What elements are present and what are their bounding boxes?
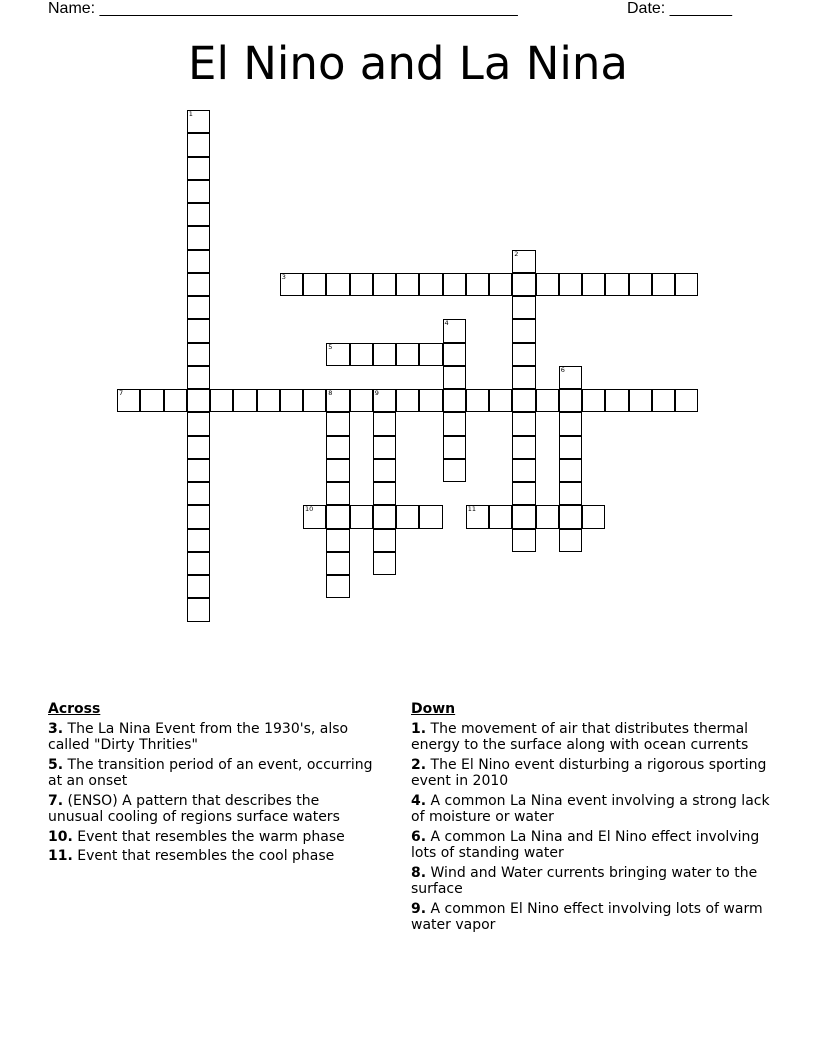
grid-cell[interactable] (303, 389, 326, 412)
grid-cell[interactable] (326, 273, 349, 296)
across-clue (48, 721, 378, 754)
grid-cell[interactable] (466, 505, 489, 528)
grid-cell[interactable] (419, 389, 442, 412)
grid-cell[interactable] (512, 343, 535, 366)
clue-number: 11. (48, 848, 73, 864)
clue-number: 8. (411, 864, 427, 881)
grid-cell[interactable] (466, 389, 489, 412)
clue-number-label: 3 (281, 272, 286, 281)
grid-cell[interactable] (373, 459, 396, 482)
clue-number-label: 11 (467, 505, 477, 514)
clue-number-label: 7 (119, 389, 124, 397)
date-field: Date: _______ (627, 0, 732, 17)
clue-text: Wind and Water currents bringing water to the surface (411, 864, 758, 897)
grid-cell[interactable] (512, 250, 535, 273)
across-clue (48, 848, 378, 865)
grid-cell[interactable] (466, 273, 489, 296)
clue-number: 4. (411, 792, 427, 809)
grid-cell[interactable] (419, 505, 442, 528)
grid-cell[interactable] (559, 412, 582, 435)
clue-number-label: 8 (328, 389, 333, 397)
grid-cell[interactable] (582, 389, 605, 412)
grid-cell[interactable] (489, 505, 512, 528)
grid-cell[interactable] (187, 598, 210, 621)
clue-number: 5. (48, 756, 64, 773)
grid-cell[interactable] (489, 389, 512, 412)
across-clue (48, 757, 378, 790)
grid-cell[interactable] (280, 273, 303, 296)
grid-cell[interactable] (373, 273, 396, 296)
grid-cell[interactable] (373, 412, 396, 435)
grid-cell[interactable] (443, 412, 466, 435)
grid-cell[interactable] (187, 296, 210, 319)
grid-cell[interactable] (373, 389, 396, 412)
clue-number-label: 9 (374, 389, 379, 397)
grid-cell[interactable] (233, 389, 256, 412)
grid-cell[interactable] (512, 505, 535, 528)
grid-cell[interactable] (605, 389, 628, 412)
grid-cell[interactable] (512, 273, 535, 296)
grid-cell[interactable] (536, 389, 559, 412)
grid-cell[interactable] (187, 250, 210, 273)
grid-cell[interactable] (326, 575, 349, 598)
clue-number: 3. (48, 720, 64, 737)
clue-text: Event that resembles the cool phase (77, 848, 335, 864)
grid-cell[interactable] (652, 389, 675, 412)
grid-cell[interactable] (396, 343, 419, 366)
grid-cell[interactable] (257, 389, 280, 412)
grid-cell[interactable] (559, 273, 582, 296)
grid-cell[interactable] (605, 273, 628, 296)
clue-number: 2. (411, 756, 427, 773)
grid-cell[interactable] (512, 366, 535, 389)
grid-cell[interactable] (326, 436, 349, 459)
down-clue (411, 793, 776, 826)
grid-cell[interactable] (629, 389, 652, 412)
grid-cell[interactable] (187, 110, 210, 133)
clue-text: The movement of air that distributes thermal energy to the surface along with ocean currents (411, 720, 749, 753)
grid-cell[interactable] (187, 343, 210, 366)
grid-cell[interactable] (396, 505, 419, 528)
grid-cell[interactable] (326, 552, 349, 575)
across-heading: Across (48, 701, 101, 717)
down-clue (411, 757, 776, 790)
grid-cell[interactable] (582, 273, 605, 296)
clue-number-label: 6 (560, 365, 565, 374)
across-clues (48, 701, 378, 868)
grid-cell[interactable] (140, 389, 163, 412)
grid-cell[interactable] (373, 436, 396, 459)
grid-cell[interactable] (187, 389, 210, 412)
grid-cell[interactable] (582, 505, 605, 528)
grid-cell[interactable] (512, 482, 535, 505)
grid-cell[interactable] (187, 505, 210, 528)
down-clue (411, 721, 776, 754)
grid-cell[interactable] (164, 389, 187, 412)
grid-cell[interactable] (512, 412, 535, 435)
grid-cell[interactable] (489, 273, 512, 296)
grid-cell[interactable] (419, 273, 442, 296)
clue-text: Event that resembles the warm phase (77, 828, 345, 845)
clue-number-label: 1 (188, 110, 193, 118)
grid-cell[interactable] (559, 366, 582, 389)
grid-cell[interactable] (559, 436, 582, 459)
clue-text: The El Nino event disturbing a rigorous sporting event in 2010 (411, 756, 767, 789)
grid-cell[interactable] (187, 273, 210, 296)
grid-cell[interactable] (559, 459, 582, 482)
grid-cell[interactable] (512, 389, 535, 412)
clue-text: The La Nina Event from the 1930's, also called "Dirty Thrities" (48, 720, 349, 753)
grid-cell[interactable] (652, 273, 675, 296)
grid-cell[interactable] (536, 505, 559, 528)
clue-number: 1. (411, 720, 427, 737)
grid-cell[interactable] (350, 273, 373, 296)
clue-number-label: 2 (514, 249, 519, 258)
grid-cell[interactable] (187, 459, 210, 482)
down-clues (411, 701, 776, 937)
grid-cell[interactable] (443, 273, 466, 296)
grid-cell[interactable] (675, 273, 698, 296)
clue-number: 9. (411, 900, 427, 917)
grid-cell[interactable] (512, 436, 535, 459)
grid-cell[interactable] (559, 389, 582, 412)
grid-cell[interactable] (373, 343, 396, 366)
grid-cell[interactable] (187, 319, 210, 342)
grid-cell[interactable] (373, 552, 396, 575)
grid-cell[interactable] (512, 296, 535, 319)
down-clue (411, 901, 776, 934)
puzzle-title: El Nino and La Nina (188, 37, 628, 90)
grid-cell[interactable] (512, 459, 535, 482)
grid-cell[interactable] (187, 436, 210, 459)
grid-cell[interactable] (443, 343, 466, 366)
grid-cell[interactable] (396, 389, 419, 412)
grid-cell[interactable] (210, 389, 233, 412)
grid-cell[interactable] (187, 529, 210, 552)
grid-cell[interactable] (443, 389, 466, 412)
across-clue (48, 793, 378, 826)
grid-cell[interactable] (443, 319, 466, 342)
grid-cell[interactable] (187, 157, 210, 180)
clue-text: A common La Nina and El Nino effect involving lots of standing water (411, 828, 760, 861)
grid-cell[interactable] (303, 273, 326, 296)
grid-cell[interactable] (187, 180, 210, 203)
clue-number-label: 4 (444, 319, 449, 328)
clue-text: A common La Nina event involving a strong lack of moisture or water (411, 792, 770, 825)
grid-cell[interactable] (303, 505, 326, 528)
down-heading: Down (411, 701, 456, 717)
grid-cell[interactable] (559, 529, 582, 552)
clue-text: (ENSO) A pattern that describes the unusual cooling of regions surface waters (48, 792, 340, 825)
grid-cell[interactable] (629, 273, 652, 296)
clue-text: The transition period of an event, occurring at an onset (48, 756, 373, 789)
down-clue (411, 829, 776, 862)
grid-cell[interactable] (350, 343, 373, 366)
clue-number: 7. (48, 792, 64, 809)
grid-cell[interactable] (187, 552, 210, 575)
grid-cell[interactable] (443, 366, 466, 389)
grid-cell[interactable] (326, 459, 349, 482)
grid-cell[interactable] (187, 366, 210, 389)
grid-cell[interactable] (187, 575, 210, 598)
grid-cell[interactable] (326, 389, 349, 412)
grid-cell[interactable] (512, 529, 535, 552)
grid-cell[interactable] (443, 436, 466, 459)
clue-number-label: 10 (305, 505, 314, 514)
grid-cell[interactable] (280, 389, 303, 412)
grid-cell[interactable] (419, 343, 442, 366)
clue-number: 10. (48, 828, 73, 845)
grid-cell[interactable] (187, 226, 210, 249)
down-clue (411, 865, 776, 898)
grid-cell[interactable] (187, 482, 210, 505)
clue-number-label: 5 (328, 342, 333, 351)
grid-cell[interactable] (512, 319, 535, 342)
name-field: Name: _______________________________________________ (48, 0, 518, 17)
grid-cell[interactable] (326, 505, 349, 528)
grid-cell[interactable] (187, 203, 210, 226)
grid-cell[interactable] (350, 505, 373, 528)
grid-cell[interactable] (443, 459, 466, 482)
grid-cell[interactable] (396, 273, 419, 296)
across-clue (48, 829, 378, 846)
grid-cell[interactable] (326, 482, 349, 505)
clue-number: 6. (411, 828, 427, 845)
grid-cell[interactable] (326, 343, 349, 366)
grid-cell[interactable] (373, 482, 396, 505)
grid-cell[interactable] (536, 273, 559, 296)
grid-cell[interactable] (675, 389, 698, 412)
grid-cell[interactable] (373, 529, 396, 552)
grid-cell[interactable] (187, 133, 210, 156)
grid-cell[interactable] (559, 482, 582, 505)
grid-cell[interactable] (326, 529, 349, 552)
grid-cell[interactable] (117, 389, 140, 412)
clue-text: A common El Nino effect involving lots of warm water vapor (411, 900, 763, 933)
grid-cell[interactable] (326, 412, 349, 435)
grid-cell[interactable] (350, 389, 373, 412)
grid-cell[interactable] (559, 505, 582, 528)
grid-cell[interactable] (373, 505, 396, 528)
grid-cell[interactable] (187, 412, 210, 435)
